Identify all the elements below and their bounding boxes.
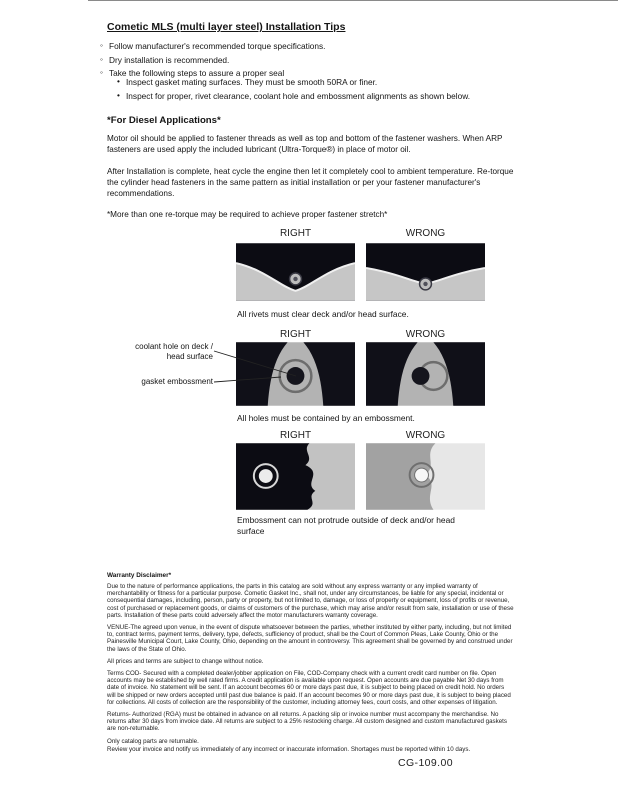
disclaimer-paragraph: All prices and terms are subject to change without notice. (107, 657, 264, 665)
rivet-clearance-right-diagram (236, 243, 355, 301)
right-label: RIGHT (279, 329, 312, 340)
sub-bullet-item: • Inspect gasket mating surfaces. They must be smooth 50RA or finer. (117, 77, 470, 87)
scan-edge-line (88, 0, 618, 1)
disclaimer-paragraph: Only catalog parts are returnable. (107, 737, 199, 745)
diagram-embossment-wrong (366, 443, 485, 510)
bullet-item: ◦ Take the following steps to assure a proper seal (100, 68, 325, 78)
diagram-caption: Embossment can not protrude outside of deck and/or head surface (237, 515, 455, 536)
diagram-embossment-right (236, 443, 355, 510)
coolant-hole-label: coolant hole on deck / head surface (135, 342, 213, 361)
embossment-wrong-diagram (366, 443, 485, 510)
diagram-rivet-wrong (366, 243, 485, 301)
page-title: Cometic MLS (multi layer steel) Installation Tips (107, 21, 346, 33)
wrong-label: WRONG (405, 329, 446, 340)
disclaimer-paragraph: Terms COD- Secured with a completed dealer/jobber application on File, COD-Company check with a current credit card number on file. Open accounts may be established by well rated firms. A credit application is available upon request. Open accounts are due payable Net 30 days from date of invoice. No statement will be sent. If an account becomes 60 or more days past due, it is subject to being placed on credit hold. No orders will be shipped or new orders accepted until past due balance is paid. If an account becomes 90 or more days past due, it is subject to being placed for collections. All costs of collection are the responsibility of the customer, including attorney fees, court costs, and other expenses of litigation. (107, 670, 511, 706)
disclaimer-heading: Warranty Disclaimer* (107, 572, 172, 579)
bullet-item: ◦ Follow manufacturer's recommended torque specifications. (100, 41, 325, 51)
wrong-label: WRONG (405, 228, 446, 239)
hole-embossment-wrong-diagram (366, 342, 485, 406)
diesel-paragraph-1: Motor oil should be applied to fastener threads as well as top and bottom of the fastener washers. When ARP fasteners are used apply the included lubricant (Ultra-Torque®) in place of motor oil. (107, 134, 503, 154)
document-code: CG-109.00 (398, 757, 453, 769)
warranty-disclaimer (107, 572, 514, 758)
rivet-clearance-wrong-diagram (366, 243, 485, 301)
bullet-item: ◦ Dry installation is recommended. (100, 55, 325, 65)
gasket-embossment-label: gasket embossment (141, 377, 213, 386)
diagram-caption: All holes must be contained by an embossment. (237, 413, 415, 423)
disclaimer-paragraph: Returns- Authorized (RGA) must be obtained in advance on all returns. A packing slip or invoice number must accompany the merchandise. No returns after 30 days from invoice date. All returns are subject to a 25% restocking charge. All custom designed and custom manufactured gaskets are non-returnable. (107, 711, 507, 733)
disclaimer-paragraph: Due to the nature of performance applications, the parts in this catalog are sold without any express warranty or any implied warranty of merchantability or fitness for a particular purpose. Cometic Gasket Inc., shall not, under any circumstances, be liable for any special, incidental or consequential damages, including, person, party or property, but not limited to, damage, or loss of property or equipment, loss of profits or revenue, cost of purchased or replacement goods, or claims of customers of the purchase, which may arise and/or result from sale, installation or use of these parts. Installation of these parts could adversely affect the motor manufacturers warranty coverage. (107, 583, 514, 619)
diagram-caption: All rivets must clear deck and/or head surface. (237, 309, 409, 319)
disclaimer-paragraph: Review your invoice and notify us immediately of any incorrect or inaccurate information. Shortages must be reported within 10 days. (107, 745, 471, 753)
diesel-heading: *For Diesel Applications* (107, 115, 221, 126)
right-label: RIGHT (279, 228, 312, 239)
diagram-rivet-right (236, 243, 355, 301)
wrong-label: WRONG (405, 430, 446, 441)
sub-bullet-item: • Inspect for proper, rivet clearance, coolant hole and embossment alignments as shown below. (117, 91, 470, 101)
right-label: RIGHT (279, 430, 312, 441)
tips-list (100, 41, 325, 82)
diagram-hole-wrong (366, 342, 485, 406)
diesel-paragraph-2: After Installation is complete, heat cycle the engine then let it completely cool to ambient temperature. Re-torque the cylinder head fasteners in the same pattern as initial installation or per your fastener manufacturer's recommendations. (107, 167, 514, 198)
embossment-right-diagram (236, 443, 355, 510)
disclaimer-paragraph: VENUE-The agreed upon venue, in the event of dispute whatsoever between the parties, whether instituted by either party, including, but not limited to, contract terms, payment terms, delivery, type, defects, sufficiency of product, shall be the Court of Common Pleas, Lake County, Ohio or the Painesville Municipal Court, Lake County, Ohio, depending on the amount in controversy. This agreement shall be governed by and construed under the laws of the State of Ohio. (107, 624, 513, 653)
retorque-note: *More than one re-torque may be required to achieve proper fastener stretch* (107, 210, 388, 219)
tips-sublist (117, 77, 470, 104)
pointer-lines (186, 344, 311, 399)
